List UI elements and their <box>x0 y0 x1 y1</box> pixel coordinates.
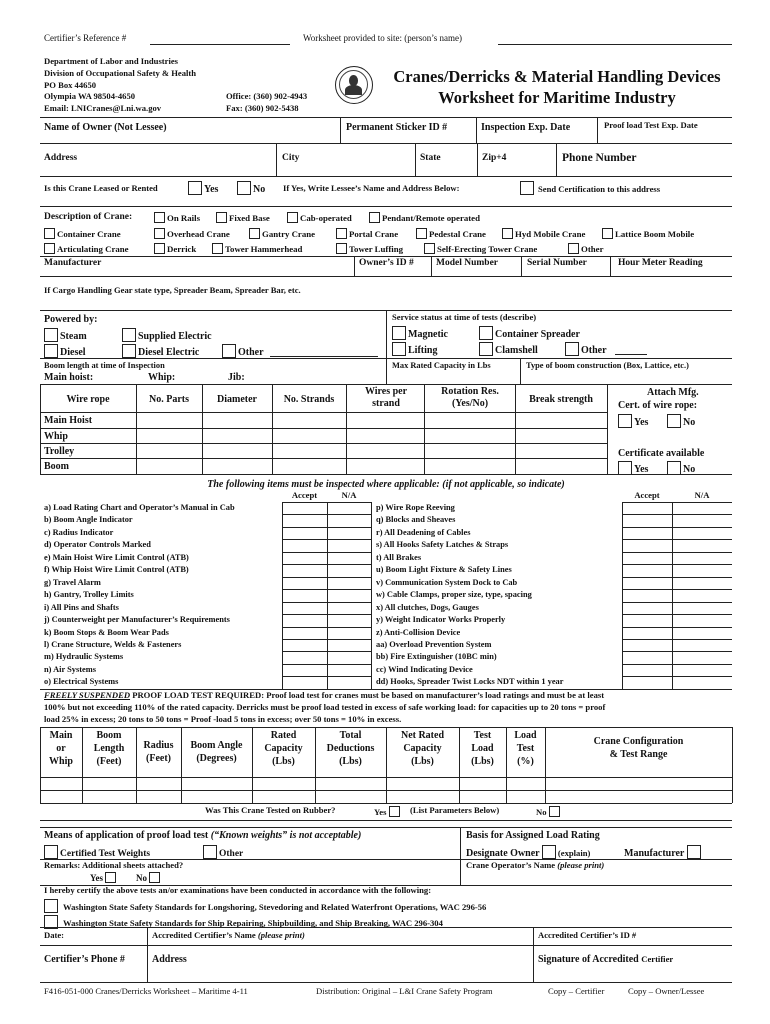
phone-number-label: Phone Number <box>562 152 637 164</box>
certified-test-weights-option[interactable]: Certified Test Weights <box>44 845 150 860</box>
checkbox-icon[interactable] <box>602 228 613 239</box>
accept-cell-left[interactable] <box>282 502 327 514</box>
proof-header-line: (Feet) <box>96 756 122 767</box>
proof-header-line: Boom Angle <box>190 740 243 751</box>
inspection-item-right: u) Boom Light Fixture & Safety Lines <box>376 565 512 575</box>
form-title: Cranes/Derricks & Material Handling Devices <box>393 67 721 86</box>
checkbox-icon[interactable] <box>392 342 406 356</box>
proof-table-header <box>545 735 732 761</box>
inspection-item-right: p) Wire Rope Reeving <box>376 503 455 512</box>
na-cell-left[interactable] <box>327 614 371 626</box>
inspection-exp-label: Inspection Exp. Date <box>481 122 571 133</box>
remarks-label: Remarks: Additional sheets attached? <box>44 860 184 870</box>
proof-load-paragraph: FREELY SUSPENDED PROOF LOAD TEST REQUIRED: Proof load test for cranes must be based on manufacturer’s load ratings and must be at least <box>44 690 605 700</box>
accept-cell-left[interactable] <box>282 639 327 651</box>
na-cell-right[interactable] <box>672 627 732 639</box>
na-cell-left[interactable] <box>327 502 371 514</box>
power-other-field[interactable] <box>270 356 378 357</box>
proof-header-line: Test <box>516 743 535 754</box>
accept-cell-right[interactable] <box>622 539 672 551</box>
proof-load-paragraph: load 25% in excess; 20 tons to 50 tons = Proof -load 5 tons in excess; over 50 tons = 10% in excess. <box>44 714 402 724</box>
checkbox-icon[interactable] <box>105 872 116 883</box>
type-option[interactable]: On Rails <box>154 212 200 223</box>
service-option-lifting[interactable]: Lifting <box>392 342 437 357</box>
wire-row-label: Trolley <box>44 446 75 457</box>
form-number: F416-051-000 Cranes/Derricks Worksheet – Maritime 4-11 <box>44 986 248 996</box>
inspection-item-left: m) Hydraulic Systems <box>44 652 124 662</box>
inspection-heading: The following items must be inspected where applicable: (if not applicable, so indicate) <box>207 479 565 490</box>
accept-cell-left[interactable] <box>282 589 327 601</box>
rubber-question: Was This Crane Tested on Rubber? <box>205 805 336 815</box>
na-cell-left[interactable] <box>327 552 371 564</box>
accept-cell-right[interactable] <box>622 527 672 539</box>
type-option[interactable]: Lattice Boom Mobile <box>602 228 694 239</box>
accept-cell-left[interactable] <box>282 564 327 576</box>
leased-no[interactable]: No <box>237 181 265 196</box>
na-cell-left[interactable] <box>327 577 371 589</box>
type-option[interactable]: Overhead Crane <box>154 228 230 239</box>
service-option-magnetic[interactable]: Magnetic <box>392 326 448 341</box>
standard-longshoring[interactable]: Washington State Safety Standards for Longshoring, Stevedoring and Related Waterfront Operations, WAC 296-56 <box>44 899 486 913</box>
na-cell-right[interactable] <box>672 602 732 614</box>
proof-header-line: Crane Configuration <box>593 736 684 747</box>
certification-statement: I hereby certify the above tests an/or examinations have been conducted in accordance with the following: <box>44 885 432 895</box>
whip-length-label: Whip: <box>148 372 176 383</box>
crane-operator-label: Crane Operator’s Name (please print) <box>466 860 605 870</box>
power-option-other[interactable]: Other <box>222 344 264 359</box>
permanent-sticker-label: Permanent Sticker ID # <box>346 122 448 133</box>
checkbox-icon[interactable] <box>667 414 681 428</box>
inspection-item-left: b) Boom Angle Indicator <box>44 515 133 525</box>
inspection-item-left: i) All Pins and Shafts <box>44 602 119 612</box>
proof-table-header <box>82 729 136 768</box>
accept-cell-left[interactable] <box>282 577 327 589</box>
agency-line: Division of Occupational Safety & Health <box>44 68 197 78</box>
max-rated-capacity-label: Max Rated Capacity in Lbs <box>392 361 491 370</box>
leased-yes[interactable]: Yes <box>188 181 218 196</box>
proof-header-line: Boom <box>96 730 122 741</box>
proof-load-paragraph: 100% but not exceeding 110% of the rated capacity. Derricks must be proof load tested in excess of safe working load: for capacities up to 20 tons = proof <box>44 702 606 712</box>
city-label: City <box>282 153 300 163</box>
cert-wire-yes[interactable]: Yes <box>618 414 648 429</box>
serial-number-label: Serial Number <box>527 258 587 268</box>
na-cell-left[interactable] <box>327 651 371 663</box>
inspection-item-left: f) Whip Hoist Wire Limit Control (ATB) <box>44 565 189 575</box>
means-application-label: Means of application of proof load test (“Known weights” is not acceptable) <box>44 830 362 841</box>
checkbox-icon[interactable] <box>44 228 55 239</box>
proof-header-line: Rated <box>270 730 297 741</box>
inspection-item-right: t) All Brakes <box>376 552 422 562</box>
na-cell-right[interactable] <box>672 502 732 514</box>
accept-cell-right[interactable] <box>622 614 672 626</box>
checkbox-icon[interactable] <box>667 461 681 475</box>
accept-cell-left[interactable] <box>282 527 327 539</box>
proof-table-header <box>136 739 181 765</box>
lessee-instruction: If Yes, Write Lessee’s Name and Address Below: <box>283 183 460 193</box>
accept-cell-right[interactable] <box>622 602 672 614</box>
accept-cell-right[interactable] <box>622 589 672 601</box>
proof-header-line: Load <box>514 730 537 741</box>
accept-cell-left[interactable] <box>282 676 327 688</box>
inspection-item-left: g) Travel Alarm <box>44 577 101 587</box>
proof-header-line: (Lbs) <box>272 756 295 767</box>
inspection-item-right: y) Weight Indicator Works Properly <box>376 615 506 625</box>
checkbox-icon[interactable] <box>542 845 556 859</box>
wire-row-label: Whip <box>44 431 68 442</box>
proof-header-line: Main <box>49 730 73 741</box>
state-label: State <box>420 153 441 163</box>
inspection-item-right: w) Cable Clamps, proper size, type, spacing <box>376 590 532 600</box>
wire-header: No. Parts <box>149 394 189 405</box>
proof-header-line: (Lbs) <box>411 756 434 767</box>
agency-office-phone: Office: (360) 902-4943 <box>226 91 308 101</box>
na-cell-right[interactable] <box>672 552 732 564</box>
proof-header-line: (Lbs) <box>471 756 494 767</box>
accept-cell-left[interactable] <box>282 627 327 639</box>
hour-meter-label: Hour Meter Reading <box>618 258 703 268</box>
address-label: Address <box>44 153 78 163</box>
certifier-reference-field[interactable] <box>150 44 290 45</box>
address-label-certifier: Address <box>152 954 187 965</box>
main-hoist-length-label: Main hoist: <box>44 372 94 383</box>
type-option[interactable]: Portal Crane <box>336 228 398 239</box>
inspection-item-left: k) Boom Stops & Boom Wear Pads <box>44 627 169 637</box>
inspection-item-left: c) Radius Indicator <box>44 527 114 537</box>
inspection-item-right: s) All Hooks Safety Latches & Straps <box>376 540 509 550</box>
na-cell-left[interactable] <box>327 664 371 676</box>
na-cell-left[interactable] <box>327 527 371 539</box>
na-cell-right[interactable] <box>672 539 732 551</box>
jib-length-label: Jib: <box>228 372 245 383</box>
checkbox-icon[interactable] <box>44 328 58 342</box>
owner-name-label: Name of Owner (Not Lessee) <box>44 122 167 133</box>
powered-by-label: Powered by: <box>44 314 98 325</box>
power-option-supplied-electric[interactable]: Supplied Electric <box>122 328 212 343</box>
inspection-item-left: j) Counterweight per Manufacturer’s Requirements <box>44 615 230 625</box>
proof-header-line: Load <box>471 743 494 754</box>
type-option[interactable]: Pendant/Remote operated <box>369 212 480 223</box>
checkbox-icon[interactable] <box>44 899 58 913</box>
leased-question: Is this Crane Leased or Rented <box>44 183 158 193</box>
copy-certifier: Copy – Certifier <box>548 986 605 996</box>
checkbox-icon[interactable] <box>44 243 55 254</box>
certificate-available-label: Certificate available <box>618 448 705 459</box>
checkbox-icon[interactable] <box>154 243 165 254</box>
attach-mfg-label: Attach Mfg. <box>647 387 699 398</box>
inspection-item-left: d) Operator Controls Marked <box>44 540 151 550</box>
proof-table-header <box>40 729 82 768</box>
boom-length-label: Boom length at time of Inspection <box>44 361 165 370</box>
checkbox-icon[interactable] <box>336 243 347 254</box>
inspection-item-left: l) Crane Structure, Welds & Fasteners <box>44 639 182 649</box>
checkbox-icon[interactable] <box>212 243 223 254</box>
type-option[interactable]: Self-Erecting Tower Crane <box>424 243 537 254</box>
proof-header-line: Net Rated <box>400 730 445 741</box>
proof-header-line: Total <box>339 730 362 741</box>
type-option[interactable]: Derrick <box>154 243 196 254</box>
checkbox-icon[interactable] <box>687 845 701 859</box>
copy-owner: Copy – Owner/Lessee <box>628 986 705 996</box>
rubber-yes[interactable]: Yes <box>374 806 402 818</box>
checkbox-icon[interactable] <box>249 228 260 239</box>
service-option-other[interactable]: Other <box>565 342 607 357</box>
checkbox-icon[interactable] <box>424 243 435 254</box>
remarks-no[interactable]: No <box>136 872 162 883</box>
wire-header: Rotation Res. (Yes/No) <box>441 386 499 409</box>
accept-cell-right[interactable] <box>622 564 672 576</box>
power-option-steam[interactable]: Steam <box>44 328 87 343</box>
inspection-item-right: q) Blocks and Sheaves <box>376 515 456 525</box>
checkbox-icon[interactable] <box>389 806 400 817</box>
cargo-handling-label: If Cargo Handling Gear state type, Spreader Beam, Spreader Bar, etc. <box>44 285 301 295</box>
proof-header-line: Test <box>473 730 492 741</box>
na-cell-left[interactable] <box>327 589 371 601</box>
accept-cell-right[interactable] <box>622 502 672 514</box>
proof-header-line: Deductions <box>326 743 375 754</box>
accept-cell-right[interactable] <box>622 577 672 589</box>
cert-wire-rope-label: Cert. of wire rope: <box>618 400 698 411</box>
proof-load-exp-label: Proof load Test Exp. Date <box>604 120 698 130</box>
accept-header-left: Accept <box>291 490 318 500</box>
certifier-reference-label: Certifier’s Reference # <box>44 33 127 43</box>
type-option[interactable]: Tower Luffing <box>336 243 403 254</box>
cert-wire-no[interactable]: No <box>667 414 695 429</box>
na-cell-right[interactable] <box>672 639 732 651</box>
checkbox-icon[interactable] <box>188 181 202 195</box>
checkbox-icon[interactable] <box>479 326 493 340</box>
proof-header-line: or <box>56 743 66 754</box>
wire-header: Break strength <box>529 394 593 405</box>
na-cell-right[interactable] <box>672 676 732 688</box>
accept-cell-right[interactable] <box>622 639 672 651</box>
accept-cell-left[interactable] <box>282 514 327 526</box>
worksheet-provided-label: Worksheet provided to site: (person’s name) <box>303 33 462 43</box>
agency-line: PO Box 44650 <box>44 80 97 90</box>
proof-header-line: (%) <box>517 756 534 767</box>
form-subtitle: Worksheet for Maritime Industry <box>438 88 676 107</box>
owners-id-label: Owner’s ID # <box>359 258 414 268</box>
checkbox-icon[interactable] <box>479 342 493 356</box>
accredited-name-label: Accredited Certifier’s Name (please print) <box>152 930 305 940</box>
inspection-item-right: aa) Overload Prevention System <box>376 639 492 649</box>
accept-cell-left[interactable] <box>282 664 327 676</box>
checkbox-icon[interactable] <box>44 845 58 859</box>
rubber-no[interactable]: No <box>536 806 562 818</box>
proof-header-line: Length <box>93 743 125 754</box>
proof-header-line: & Test Range <box>609 749 668 760</box>
na-header-right: N/A <box>694 490 710 500</box>
power-option-diesel-electric[interactable]: Diesel Electric <box>122 344 199 359</box>
checkbox-icon[interactable] <box>216 212 227 223</box>
cert-available-yes[interactable]: Yes <box>618 461 648 476</box>
accept-header-right: Accept <box>634 490 660 500</box>
standard-ship-repairing[interactable]: Washington State Safety Standards for Ship Repairing, Shipbuilding, and Ship Breaking, WAC 296-304 <box>44 915 443 929</box>
accept-cell-right[interactable] <box>622 552 672 564</box>
proof-table-header <box>181 739 252 765</box>
wire-row-label: Main Hoist <box>44 415 93 426</box>
accept-cell-left[interactable] <box>282 602 327 614</box>
proof-header-line: Radius <box>143 740 174 751</box>
na-cell-right[interactable] <box>672 651 732 663</box>
checkbox-icon[interactable] <box>369 212 380 223</box>
proof-header-line: (Degrees) <box>196 753 237 764</box>
service-other-field[interactable] <box>615 354 647 355</box>
date-label: Date: <box>44 930 65 940</box>
rubber-list-label: (List Parameters Below) <box>410 805 500 815</box>
inspection-item-right: z) Anti-Collision Device <box>376 627 461 637</box>
zip-label: Zip+4 <box>482 153 507 163</box>
inspection-item-left: o) Electrical Systems <box>44 677 119 687</box>
checkbox-icon[interactable] <box>520 181 534 195</box>
accept-cell-left[interactable] <box>282 552 327 564</box>
agency-line: Department of Labor and Industries <box>44 56 179 66</box>
checkbox-icon[interactable] <box>44 344 58 358</box>
checkbox-icon[interactable] <box>122 344 136 358</box>
agency-line: Olympia WA 98504-4650 <box>44 91 136 101</box>
accept-cell-left[interactable] <box>282 539 327 551</box>
type-option[interactable]: Gantry Crane <box>249 228 315 239</box>
model-number-label: Model Number <box>436 258 499 268</box>
freely-suspended: FREELY SUSPENDED <box>44 690 131 700</box>
proof-table-header <box>252 729 315 768</box>
checkbox-icon[interactable] <box>416 228 427 239</box>
checkbox-icon[interactable] <box>237 181 251 195</box>
service-option-container-spreader[interactable]: Container Spreader <box>479 326 580 341</box>
proof-header-line: (Lbs) <box>339 756 362 767</box>
service-status-label: Service status at time of tests (describe) <box>392 312 537 322</box>
manufacturer-option[interactable]: Manufacturer <box>624 845 703 860</box>
checkbox-icon[interactable] <box>122 328 136 342</box>
worksheet-provided-field[interactable] <box>498 44 732 45</box>
remarks-yes[interactable]: Yes <box>90 872 118 883</box>
inspection-item-right: r) All Deadening of Cables <box>376 527 471 537</box>
service-option-clamshell[interactable]: Clamshell <box>479 342 538 357</box>
boom-type-label: Type of boom construction (Box, Lattice, etc.) <box>526 361 689 370</box>
inspection-item-left: e) Main Hoist Wire Limit Control (ATB) <box>44 552 189 562</box>
checkbox-icon[interactable] <box>336 228 347 239</box>
accredited-id-label: Accredited Certifier’s ID # <box>538 930 637 940</box>
na-cell-right[interactable] <box>672 614 732 626</box>
inspection-item-left: h) Gantry, Trolley Limits <box>44 590 134 600</box>
proof-header-line: Capacity <box>264 743 303 754</box>
accept-cell-right[interactable] <box>622 664 672 676</box>
washington-state-seal <box>335 66 373 104</box>
accept-cell-right[interactable] <box>622 651 672 663</box>
checkbox-icon[interactable] <box>549 806 560 817</box>
proof-header-line: Whip <box>49 756 73 767</box>
na-header-left: N/A <box>341 490 357 500</box>
wire-row-label: Boom <box>44 461 69 472</box>
na-cell-left[interactable] <box>327 602 371 614</box>
checkbox-icon[interactable] <box>203 845 217 859</box>
wire-header: Wires per strand <box>364 386 408 409</box>
accept-cell-right[interactable] <box>622 627 672 639</box>
type-option[interactable]: Pedestal Crane <box>416 228 486 239</box>
na-cell-right[interactable] <box>672 664 732 676</box>
checkbox-icon[interactable] <box>568 243 579 254</box>
accept-cell-right[interactable] <box>622 676 672 688</box>
proof-header-line: (Feet) <box>146 753 171 764</box>
type-option[interactable]: Fixed Base <box>216 212 270 223</box>
proof-table-header <box>506 729 545 768</box>
wire-header: Wire rope <box>66 394 110 405</box>
type-option[interactable]: Other <box>568 243 603 254</box>
agency-email: Email: LNICranes@Lni.wa.gov <box>44 103 162 113</box>
certifier-phone-label: Certifier’s Phone # <box>44 954 125 965</box>
type-option[interactable]: Tower Hammerhead <box>212 243 302 254</box>
type-option[interactable]: Hyd Mobile Crane <box>502 228 585 239</box>
checkbox-icon[interactable] <box>618 414 632 428</box>
na-cell-left[interactable] <box>327 627 371 639</box>
checkbox-icon[interactable] <box>154 228 165 239</box>
checkbox-icon[interactable] <box>618 461 632 475</box>
cert-available-no[interactable]: No <box>667 461 695 476</box>
agency-fax: Fax: (360) 902-5438 <box>226 103 299 113</box>
description-label: Description of Crane: <box>44 212 133 222</box>
checkbox-icon[interactable] <box>149 872 160 883</box>
signature-label: Signature of Accredited Certifier <box>538 954 674 965</box>
checkbox-icon[interactable] <box>502 228 513 239</box>
wire-header: No. Strands <box>283 394 335 405</box>
na-cell-left[interactable] <box>327 639 371 651</box>
wire-header: Diameter <box>217 394 257 405</box>
basis-load-rating-label: Basis for Assigned Load Rating <box>466 830 600 841</box>
proof-table-header <box>315 729 386 768</box>
manufacturer-label: Manufacturer <box>44 258 102 268</box>
checkbox-icon[interactable] <box>565 342 579 356</box>
distribution-note: Distribution: Original – L&I Crane Safety Program <box>316 986 493 996</box>
na-cell-left[interactable] <box>327 676 371 688</box>
na-cell-right[interactable] <box>672 514 732 526</box>
accept-cell-left[interactable] <box>282 614 327 626</box>
proof-table-header <box>386 729 459 768</box>
type-option[interactable]: Articulating Crane <box>44 243 129 254</box>
na-cell-right[interactable] <box>672 564 732 576</box>
na-cell-right[interactable] <box>672 527 732 539</box>
inspection-item-right: v) Communication System Dock to Cab <box>376 577 518 587</box>
means-other-option[interactable]: Other <box>203 845 243 860</box>
type-option[interactable]: Container Crane <box>44 228 121 239</box>
checkbox-icon[interactable] <box>154 212 165 223</box>
na-cell-left[interactable] <box>327 514 371 526</box>
checkbox-icon[interactable] <box>222 344 236 358</box>
type-option[interactable]: Cab-operated <box>287 212 352 223</box>
proof-table-header <box>459 729 506 768</box>
inspection-item-right: dd) Hooks, Spreader Twist Locks NDT within 1 year <box>376 677 564 687</box>
inspection-item-right: bb) Fire Extinguisher (10BC min) <box>376 652 497 662</box>
inspection-item-left: a) Load Rating Chart and Operator’s Manual in Cab <box>44 503 235 512</box>
inspection-item-left: n) Air Systems <box>44 664 96 674</box>
na-cell-left[interactable] <box>327 539 371 551</box>
send-certification-option[interactable]: Send Certification to this address <box>520 181 660 195</box>
checkbox-icon[interactable] <box>392 326 406 340</box>
inspection-item-right: cc) Wind Indicating Device <box>376 664 473 674</box>
proof-header-line: Capacity <box>403 743 442 754</box>
inspection-item-right: x) All clutches, Dogs, Gauges <box>376 602 479 612</box>
na-cell-left[interactable] <box>327 564 371 576</box>
checkbox-icon[interactable] <box>287 212 298 223</box>
na-cell-right[interactable] <box>672 577 732 589</box>
na-cell-right[interactable] <box>672 589 732 601</box>
designate-owner-option[interactable]: Designate Owner (explain) <box>466 845 590 860</box>
accept-cell-left[interactable] <box>282 651 327 663</box>
power-option-diesel[interactable]: Diesel <box>44 344 86 359</box>
accept-cell-right[interactable] <box>622 514 672 526</box>
